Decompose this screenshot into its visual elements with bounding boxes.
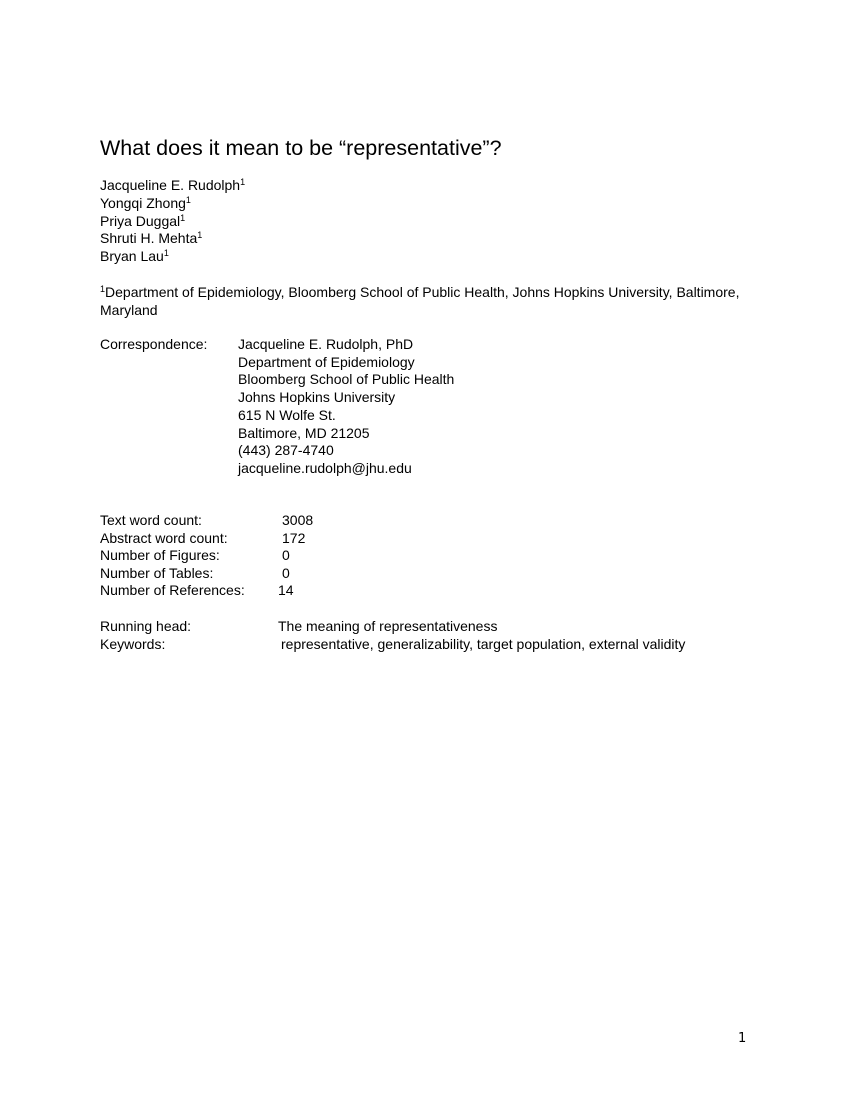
author-name: Jacqueline E. Rudolph — [100, 177, 241, 193]
count-value: 172 — [282, 529, 306, 546]
correspondence-city: Baltimore, MD 21205 — [238, 424, 370, 441]
affiliation-mark: 1 — [100, 284, 106, 294]
count-row-text-words — [100, 512, 400, 530]
correspondence-university: Johns Hopkins University — [238, 389, 396, 406]
running-head-value: The meaning of representativeness — [278, 618, 498, 634]
author-list — [100, 177, 245, 266]
count-label: Number of References: — [100, 582, 245, 599]
author-name: Shruti H. Mehta — [100, 230, 198, 247]
count-row-tables — [100, 565, 400, 583]
author-2 — [100, 195, 245, 213]
author-4 — [100, 230, 245, 248]
correspondence-name: Jacqueline E. Rudolph, PhD — [238, 336, 414, 352]
count-value: 3008 — [282, 512, 314, 528]
author-5 — [100, 248, 245, 266]
correspondence-street: 615 N Wolfe St. — [238, 406, 336, 423]
count-value: 0 — [282, 547, 290, 564]
count-value: 14 — [278, 582, 294, 599]
correspondence-school: Bloomberg School of Public Health — [238, 371, 455, 388]
manuscript-meta — [100, 618, 780, 653]
author-3 — [100, 213, 245, 231]
affiliation-mark: 1 — [197, 230, 203, 241]
correspondence-department: Department of Epidemiology — [238, 353, 415, 370]
keywords-value: representative, generalizability, target population, external validity — [281, 635, 686, 652]
correspondence-email: jacqueline.rudolph@jhu.edu — [238, 459, 412, 476]
correspondence-phone: (443) 287-4740 — [238, 442, 334, 459]
manuscript-counts — [100, 512, 400, 600]
page-number: 1 — [738, 1031, 747, 1046]
correspondence-label: Correspondence: — [100, 336, 208, 352]
count-row-figures — [100, 547, 400, 565]
keywords-label: Keywords: — [100, 635, 166, 652]
affiliation-mark: 1 — [240, 177, 246, 187]
correspondence-address — [238, 336, 454, 478]
author-name: Bryan Lau — [100, 248, 164, 265]
count-label: Number of Tables: — [100, 564, 214, 581]
author-name: Priya Duggal — [100, 212, 181, 229]
author-1 — [100, 177, 245, 195]
affiliation — [100, 283, 750, 319]
count-value: 0 — [282, 564, 290, 581]
affiliation-text: Department of Epidemiology, Bloomberg School of Public Health, Johns Hopkins University, Baltimore, Maryland — [100, 284, 740, 318]
running-head-label: Running head: — [100, 618, 192, 634]
count-label: Abstract word count: — [100, 529, 228, 546]
affiliation-mark: 1 — [180, 212, 186, 223]
running-head-row — [100, 618, 780, 636]
count-label: Text word count: — [100, 512, 202, 528]
count-row-abstract-words — [100, 530, 400, 548]
author-name: Yongqi Zhong — [100, 194, 186, 211]
affiliation-mark: 1 — [163, 248, 169, 259]
paper-title: What does it mean to be “representative”? — [100, 136, 502, 160]
count-row-references — [100, 582, 400, 600]
affiliation-mark: 1 — [185, 194, 191, 205]
count-label: Number of Figures: — [100, 547, 220, 564]
keywords-row — [100, 636, 780, 654]
